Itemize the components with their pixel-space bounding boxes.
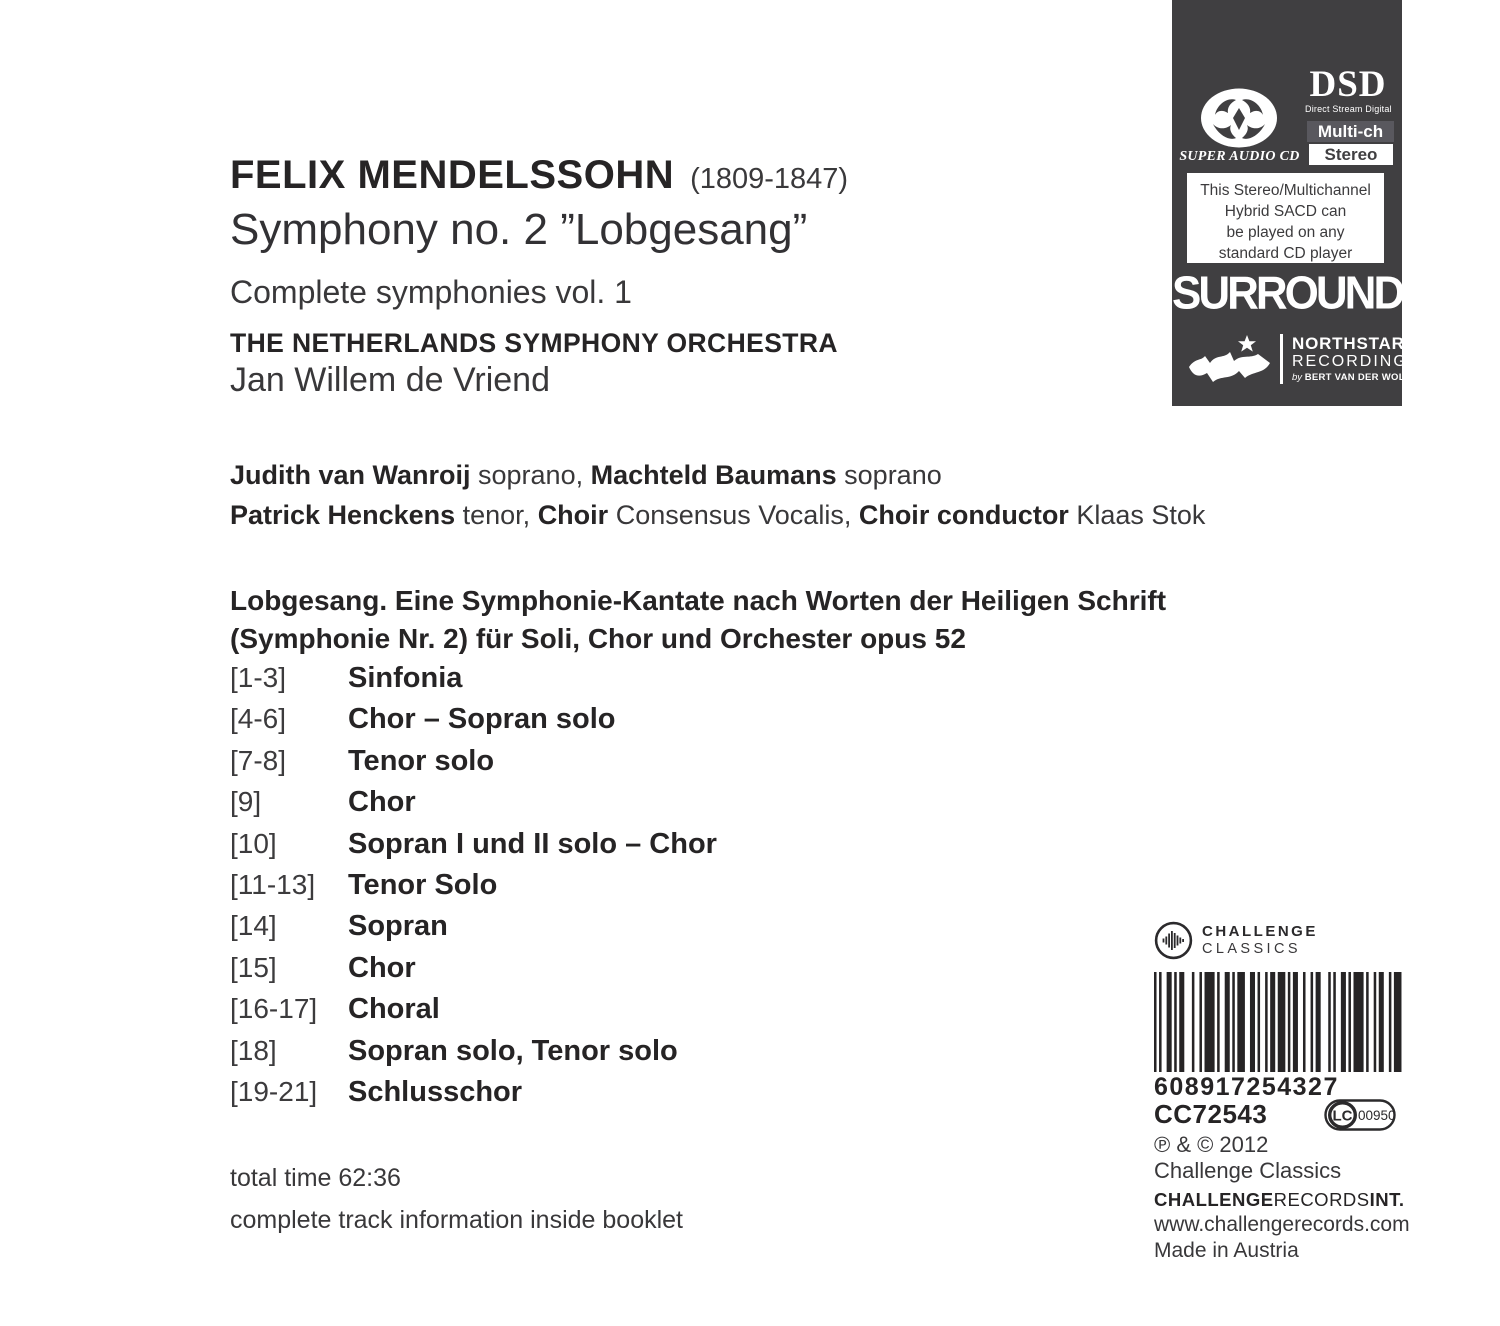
lc-badge-icon	[1324, 1099, 1396, 1131]
track-row	[230, 662, 717, 703]
track-range: [11-13]	[230, 868, 316, 900]
brand-text	[1202, 924, 1318, 957]
records-seg-int: INT.	[1369, 1189, 1405, 1210]
multich-badge: Multi-ch	[1307, 121, 1394, 142]
track-range: [4-6]	[230, 703, 287, 735]
surround-logo: SURROUND	[1172, 267, 1403, 320]
track-row	[230, 828, 717, 869]
performers-line-1	[230, 455, 1205, 495]
challenge-logo-icon	[1154, 921, 1193, 960]
choir-conductor-name: Klaas Stok	[1068, 500, 1206, 530]
dsd-caption: Direct Stream Digital	[1305, 104, 1392, 114]
copyright-line: ℗ & © 2012	[1154, 1132, 1269, 1157]
track-list	[230, 662, 717, 1117]
track-range: [14]	[230, 910, 277, 942]
sacd-logo-icon	[1200, 88, 1278, 148]
northstar-logo	[1185, 333, 1411, 385]
records-international	[1154, 1191, 1405, 1210]
northstar-engineer: BERT VAN DER WOLF	[1304, 372, 1411, 384]
northstar-credit	[1292, 373, 1411, 383]
track-range: [7-8]	[230, 744, 287, 776]
brand-name-top: CHALLENGE	[1202, 923, 1318, 941]
booklet-note: complete track information inside booklet	[230, 1206, 684, 1234]
composer-row	[230, 155, 848, 195]
records-seg-challenge: CHALLENGE	[1154, 1189, 1274, 1210]
records-seg-records: RECORDS	[1273, 1189, 1370, 1210]
total-time: total time 62:36	[230, 1164, 401, 1192]
barcode	[1154, 972, 1404, 1072]
track-range: [18]	[230, 1034, 277, 1066]
track-range: [16-17]	[230, 993, 318, 1025]
work-description	[230, 582, 1166, 658]
northstar-text	[1292, 335, 1411, 383]
track-title: Chor	[348, 786, 416, 819]
tenor-role: tenor,	[455, 500, 538, 530]
track-row	[230, 993, 717, 1034]
catalog-number: CC72543	[1154, 1099, 1268, 1129]
track-row	[230, 1035, 717, 1076]
lc-number: 00950	[1358, 1108, 1396, 1123]
dsd-logo	[1305, 66, 1391, 114]
sacd-panel	[1172, 0, 1411, 406]
sacd-label: SUPER AUDIO CD	[1179, 149, 1300, 164]
notice-line-2: Hybrid SACD can	[1224, 203, 1347, 220]
soprano2-role: soprano	[836, 460, 942, 490]
choir-name: Consensus Vocalis,	[608, 500, 859, 530]
track-row	[230, 745, 717, 786]
notice-line-1: This Stereo/Multichannel	[1200, 182, 1371, 199]
stereo-badge: Stereo	[1309, 144, 1393, 165]
choir-conductor-label: Choir conductor	[858, 500, 1069, 530]
track-row	[230, 910, 717, 951]
northstar-by: by	[1292, 372, 1305, 384]
track-title: Chor	[348, 951, 416, 984]
northstar-recording: RECORDING	[1292, 353, 1408, 371]
footer-left	[230, 1157, 683, 1241]
track-range: [9]	[230, 786, 262, 818]
track-row	[230, 952, 717, 993]
soprano2-name: Machteld Baumans	[590, 460, 837, 490]
website-url: www.challengerecords.com	[1154, 1213, 1410, 1236]
track-title: Sinfonia	[348, 662, 463, 694]
track-range: [19-21]	[230, 1075, 318, 1107]
lc-text: LC	[1332, 1107, 1353, 1125]
track-title: Chor – Sopran solo	[348, 703, 616, 736]
tenor-name: Patrick Henckens	[230, 500, 456, 530]
track-row	[230, 869, 717, 910]
track-row	[230, 786, 717, 827]
composer-dates: (1809-1847)	[690, 163, 849, 195]
challenge-classics-brand	[1154, 921, 1318, 960]
dsd-word: DSD	[1309, 64, 1387, 105]
track-title: Schlusschor	[348, 1075, 523, 1108]
choir-label: Choir	[537, 500, 609, 530]
company-name: Challenge Classics	[1154, 1158, 1342, 1183]
barcode-number: 608917254327	[1154, 1073, 1339, 1101]
work-description-line-1: Lobgesang. Eine Symphonie-Kantate nach Worten der Heiligen Schrift	[230, 585, 1167, 616]
soprano1-role: soprano,	[470, 460, 591, 490]
made-in: Made in Austria	[1154, 1239, 1299, 1262]
northstar-logo-icon	[1185, 333, 1273, 385]
orchestra-name: THE NETHERLANDS SYMPHONY ORCHESTRA	[230, 328, 838, 358]
northstar-divider	[1280, 334, 1283, 384]
track-title: Tenor Solo	[348, 868, 498, 901]
performers-block	[230, 455, 1205, 535]
conductor-name: Jan Willem de Vriend	[230, 361, 550, 399]
track-title: Sopran	[348, 910, 448, 943]
track-title: Sopran I und II solo – Chor	[348, 827, 717, 860]
track-title: Sopran solo, Tenor solo	[348, 1034, 678, 1067]
track-range: [1-3]	[230, 662, 287, 693]
track-title: Tenor solo	[348, 744, 495, 777]
northstar-name: NORTHSTAR	[1292, 334, 1405, 354]
hybrid-sacd-notice	[1187, 173, 1384, 263]
performers-line-2	[230, 495, 1205, 535]
track-row	[230, 703, 717, 744]
track-title: Choral	[348, 993, 440, 1026]
brand-name-bottom: CLASSICS	[1202, 941, 1301, 958]
work-description-line-2: (Symphonie Nr. 2) für Soli, Chor und Orchester opus 52	[230, 623, 966, 654]
notice-line-3: be played on any	[1226, 224, 1345, 241]
work-title: Symphony no. 2 ”Lobgesang”	[230, 205, 808, 254]
notice-line-4: standard CD player	[1218, 245, 1353, 262]
composer-name: FELIX MENDELSSOHN	[230, 153, 675, 197]
barcode-bars	[1154, 972, 1401, 1072]
track-range: [15]	[230, 951, 277, 983]
soprano1-name: Judith van Wanroij	[230, 460, 471, 490]
track-range: [10]	[230, 827, 277, 859]
track-row	[230, 1076, 717, 1117]
series-title: Complete symphonies vol. 1	[230, 274, 632, 310]
